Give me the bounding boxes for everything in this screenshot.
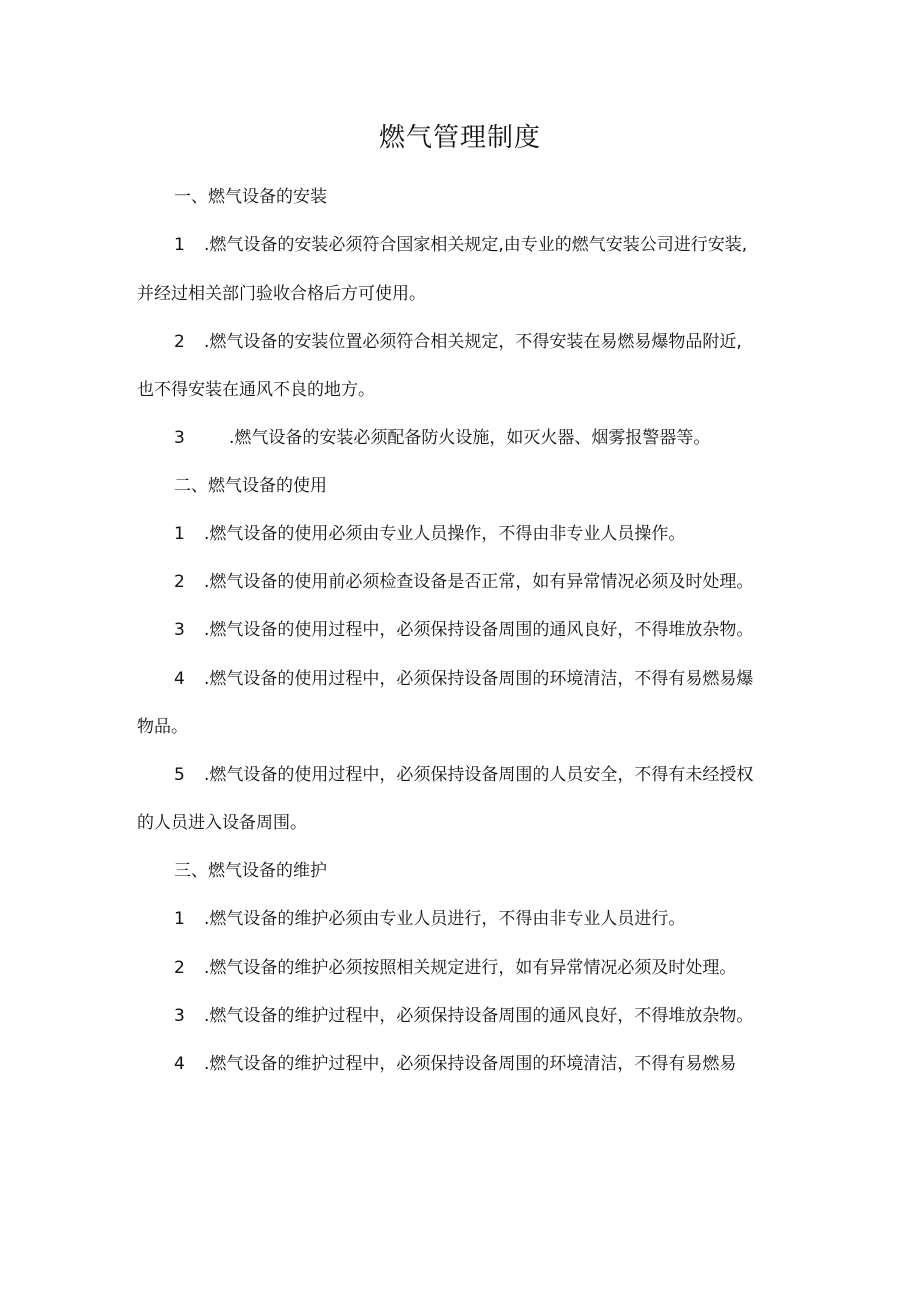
item-number: 4 — [174, 1054, 185, 1074]
item-number: 2 — [174, 958, 185, 978]
list-item — [174, 955, 736, 981]
list-item — [174, 1051, 736, 1077]
list-item — [174, 1003, 753, 1029]
item-text: .燃气设备的使用过程中，必须保持设备周围的通风良好，不得堆放杂物。 — [204, 620, 754, 640]
item-number: 4 — [174, 669, 185, 689]
list-item — [174, 425, 710, 451]
item-number: 3 — [174, 1006, 185, 1026]
item-number: 3 — [174, 620, 185, 640]
item-number: 1 — [174, 524, 185, 544]
item-text: .燃气设备的使用前必须检查设备是否正常，如有异常情况必须及时处理。 — [204, 572, 754, 592]
section-heading-usage: 二、燃气设备的使用 — [174, 476, 327, 496]
list-item — [174, 329, 742, 355]
item-number: 2 — [174, 332, 185, 352]
item-text: .燃气设备的安装必须配备防火设施，如灭火器、烟雾报警器等。 — [229, 428, 711, 448]
item-text: .燃气设备的使用过程中，必须保持设备周围的人员安全，不得有未经授权 — [204, 765, 754, 785]
list-item — [174, 666, 753, 692]
document-title: 燃气管理制度 — [378, 123, 541, 153]
item-number: 5 — [174, 765, 185, 785]
item-continuation: 并经过相关部门验收合格后方可使用。 — [137, 284, 426, 304]
list-item — [174, 521, 685, 547]
item-text: .燃气设备的安装必须符合国家相关规定,由专业的燃气安装公司进行安装, — [204, 235, 748, 255]
item-continuation: 物品。 — [137, 717, 188, 737]
item-number: 3 — [174, 428, 185, 448]
list-item — [174, 232, 747, 258]
item-text: .燃气设备的维护过程中，必须保持设备周围的通风良好，不得堆放杂物。 — [204, 1006, 754, 1026]
item-number: 1 — [174, 235, 185, 255]
item-continuation: 的人员进入设备周围。 — [137, 813, 307, 833]
list-item — [174, 617, 753, 643]
item-text: .燃气设备的维护必须按照相关规定进行，如有异常情况必须及时处理。 — [204, 958, 737, 978]
item-continuation: 也不得安装在通风不良的地方。 — [137, 380, 375, 400]
item-text: .燃气设备的维护必须由专业人员进行，不得由非专业人员进行。 — [204, 909, 686, 929]
item-number: 2 — [174, 572, 185, 592]
list-item — [174, 906, 685, 932]
list-item — [174, 762, 753, 788]
section-heading-installation: 一、燃气设备的安装 — [174, 187, 327, 207]
item-number: 1 — [174, 909, 185, 929]
item-text: .燃气设备的安装位置必须符合相关规定，不得安装在易燃易爆物品附近, — [204, 332, 742, 352]
list-item — [174, 569, 753, 595]
item-text: .燃气设备的使用必须由专业人员操作，不得由非专业人员操作。 — [204, 524, 686, 544]
item-text: .燃气设备的维护过程中，必须保持设备周围的环境清洁，不得有易燃易 — [204, 1054, 737, 1074]
item-text: .燃气设备的使用过程中，必须保持设备周围的环境清洁，不得有易燃易爆 — [204, 669, 754, 689]
section-heading-maintenance: 三、燃气设备的维护 — [174, 861, 327, 881]
